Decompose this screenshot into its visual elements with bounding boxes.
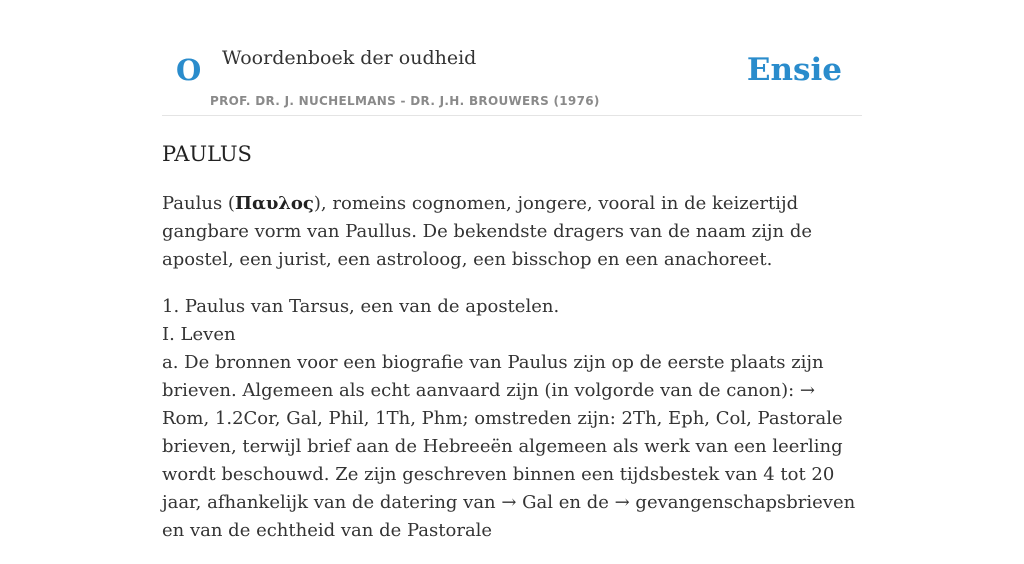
ensie-logo-link[interactable]: Ensie [746,52,842,88]
section-subheading: I. Leven [162,324,236,345]
entry-section-paragraph [162,293,862,545]
section-heading: 1. Paulus van Tarsus, een van de apostelen. [162,296,560,317]
book-authors: PROF. DR. J. NUCHELMANS - DR. J.H. BROUWERS (1976) [210,94,600,108]
entry-title: PAULUS [162,142,252,166]
dictionary-header [162,40,862,116]
intro-text-before: Paulus ( [162,193,235,214]
book-title-link[interactable]: Woordenboek der oudheid [222,47,477,69]
greek-name: Παυλος [234,193,314,214]
intro-text-after: ), romeins cognomen, jongere, vooral in de keizertijd gangbare vorm van Paullus. De bekendste dragers van de naam zijn de apostel, een jurist, een astroloog, een bisschop en een anachoreet. [162,193,812,270]
letter-index-link[interactable]: O [176,53,202,87]
entry-content [162,140,862,564]
entry-intro-paragraph [162,190,862,274]
section-body-text: a. De bronnen voor een biografie van Paulus zijn op de eerste plaats zijn brieven. Algemeen als echt aanvaard zijn (in volgorde van de canon): → Rom, 1.2Cor, Gal, Phil, 1Th, Phm; omstreden zijn: 2Th, Eph, Col, Pastorale brieven, terwijl brief aan de Hebreeën algemeen als werk van een leerling wordt beschouwd. Ze zijn geschreven binnen een tijdsbestek van 4 tot 20 jaar, afhankelijk van de datering van → Gal en de → gevangenschapsbrieven en van de echtheid van de Pastorale [162,352,856,541]
